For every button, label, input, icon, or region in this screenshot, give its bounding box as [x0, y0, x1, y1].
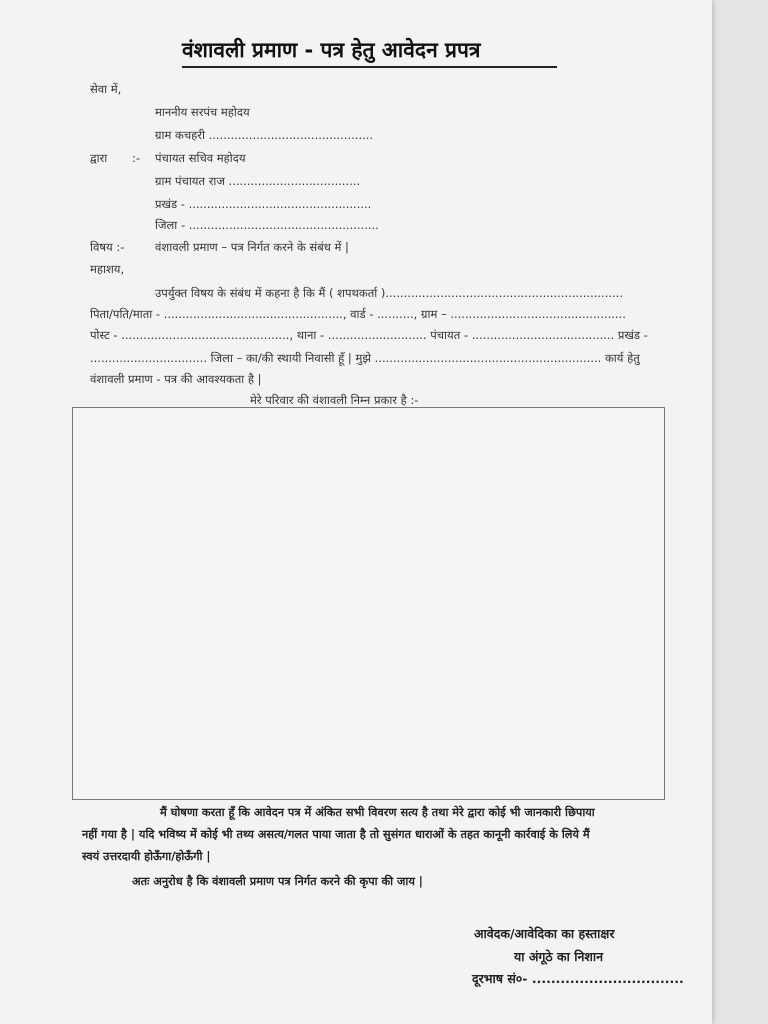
applicant-signature-label: आवेदक/आवेदिका का हस्ताक्षर [474, 926, 615, 941]
family-tree-intro: मेरे परिवार की वंशावली निम्न प्रकार है :- [250, 393, 419, 407]
via-panchayat-sachiv: पंचायत सचिव महोदय [155, 151, 246, 165]
address-line-jila: जिला - .................................................... [155, 218, 379, 232]
declaration-line-1: मैं घोषणा करता हूँ कि आवेदन पत्र में अंकित सभी विवरण सत्य है तथा मेरे द्वारा कोई भी जानकारी छिपाया [160, 806, 595, 819]
address-line-sarpanch: माननीय सरपंच महोदय [155, 105, 250, 119]
via-separator: :- [132, 151, 141, 165]
phone-number-field[interactable]: दूरभाष सं०- ................................ [472, 971, 684, 986]
address-line-gram-kachahri: ग्राम कचहरी ............................................. [155, 128, 374, 142]
declaration-line-3: स्वयं उत्तरदायी होऊँगा/होऊँगी | [82, 850, 211, 863]
form-title: वंशावली प्रमाण - पत्र हेतु आवेदन प्रपत्र [182, 38, 481, 62]
declaration-line-2: नहीं गया है | यदि भविष्य में कोई भी तथ्य असत्य/गलत पाया जाता है तो सुसंगत धाराओं के तहत कानूनी कार्रवाई के लिये मैं [82, 828, 590, 841]
subject-label: विषय :- [90, 240, 125, 254]
address-line-gram-panchayat: ग्राम पंचायत राज .................................... [155, 174, 361, 188]
subject-text: वंशावली प्रमाण – पत्र निर्गत करने के संबंध में | [155, 240, 349, 254]
body-line-3: पोस्ट - .............................................., थाना - ........................... पंचायत - ....................................... प्रखंड - [90, 328, 648, 342]
title-underline [182, 66, 557, 68]
request-line: अतः अनुरोध है कि वंशावली प्रमाण पत्र निर्गत करने की कृपा की जाय | [132, 875, 423, 888]
salutation-to: सेवा में, [90, 82, 122, 96]
via-label: द्वारा [90, 151, 108, 165]
body-line-5: वंशावली प्रमाण - पत्र की आवश्यकता है | [90, 372, 262, 386]
thumb-impression-label: या अंगूठे का निशान [514, 949, 604, 964]
greeting: महाशय, [90, 262, 125, 276]
body-line-1: उपर्युक्त विषय के संबंध में कहना है कि मैं ( शपथकर्ता )................................................................. [155, 286, 623, 300]
body-line-2: पिता/पति/माता - ................................................., वार्ड - .........., ग्राम – ................................................ [90, 307, 626, 321]
family-tree-box[interactable] [72, 407, 665, 800]
address-line-prakhand: प्रखंड - .................................................. [155, 197, 372, 211]
body-line-4: ................................ जिला – का/की स्थायी निवासी हूँ | मुझे .............................................................. कार्य हेतु [90, 351, 640, 365]
